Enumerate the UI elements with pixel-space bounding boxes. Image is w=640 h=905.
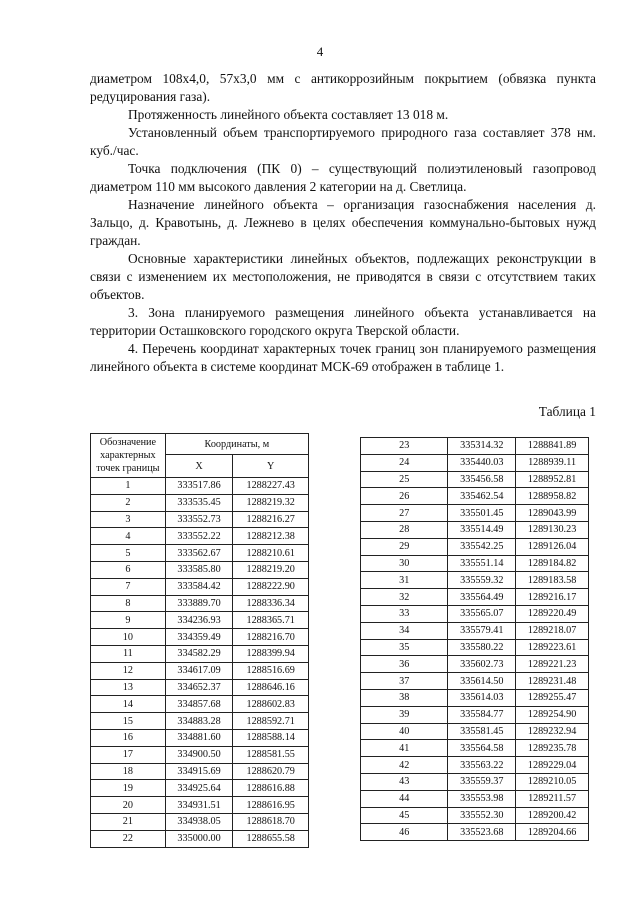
point-number-cell: 44 [361, 790, 448, 807]
paragraph-zone: 3. Зона планируемого размещения линейного объекта устанавливается на территории Осташковского городского округа Тверской области. [90, 305, 596, 338]
point-number-cell: 6 [91, 561, 166, 578]
paragraph-characteristics: Основные характеристики линейных объектов, подлежащих реконструкции в связи с изменением их местоположения, не приводятся в связи с отсутствием таких объектов. [90, 251, 596, 302]
y-coordinate-cell: 1288592.71 [233, 713, 309, 730]
column-header-coordinates: Координаты, м [165, 434, 308, 455]
point-number-cell: 40 [361, 723, 448, 740]
table-row [91, 494, 309, 511]
x-coordinate-cell: 335552.30 [448, 807, 516, 824]
y-coordinate-cell: 1288581.55 [233, 746, 309, 763]
table-row [91, 763, 309, 780]
point-number-cell: 31 [361, 572, 448, 589]
x-coordinate-cell: 333562.67 [165, 545, 233, 562]
table-row [91, 561, 309, 578]
coordinates-table-left [90, 433, 309, 848]
x-coordinate-cell: 335501.45 [448, 505, 516, 522]
table-row [361, 538, 589, 555]
x-coordinate-cell: 333552.22 [165, 528, 233, 545]
y-coordinate-cell: 1288210.61 [233, 545, 309, 562]
table-row [361, 689, 589, 706]
point-number-cell: 23 [361, 438, 448, 455]
y-coordinate-cell: 1288618.70 [233, 813, 309, 830]
point-number-cell: 37 [361, 673, 448, 690]
point-number-cell: 13 [91, 679, 166, 696]
table-row [361, 757, 589, 774]
table-row [361, 773, 589, 790]
y-coordinate-cell: 1289220.49 [516, 605, 589, 622]
point-number-cell: 39 [361, 706, 448, 723]
y-coordinate-cell: 1289229.04 [516, 757, 589, 774]
x-coordinate-cell: 335462.54 [448, 488, 516, 505]
x-coordinate-cell: 333552.73 [165, 511, 233, 528]
y-coordinate-cell: 1289211.57 [516, 790, 589, 807]
table-row [361, 438, 589, 455]
y-coordinate-cell: 1289126.04 [516, 538, 589, 555]
table-row [91, 578, 309, 595]
x-coordinate-cell: 334925.64 [165, 780, 233, 797]
x-coordinate-cell: 335584.77 [448, 706, 516, 723]
table-row [91, 478, 309, 495]
y-coordinate-cell: 1289210.05 [516, 773, 589, 790]
x-coordinate-cell: 335563.22 [448, 757, 516, 774]
point-number-cell: 9 [91, 612, 166, 629]
y-coordinate-cell: 1288655.58 [233, 830, 309, 847]
x-coordinate-cell: 335542.25 [448, 538, 516, 555]
y-coordinate-cell: 1288952.81 [516, 471, 589, 488]
point-number-cell: 27 [361, 505, 448, 522]
y-coordinate-cell: 1288365.71 [233, 612, 309, 629]
table-caption: Таблица 1 [538, 404, 596, 419]
document-body [90, 70, 596, 376]
x-coordinate-cell: 335581.45 [448, 723, 516, 740]
table-row [91, 780, 309, 797]
point-number-cell: 17 [91, 746, 166, 763]
x-coordinate-cell: 335000.00 [165, 830, 233, 847]
table-row [361, 622, 589, 639]
paragraph-connection-point: Точка подключения (ПК 0) – существующий полиэтиленовый газопровод диаметром 110 мм высокого давления 2 категории на д. Светлица. [90, 161, 596, 194]
point-number-cell: 41 [361, 740, 448, 757]
page-number: 4 [316, 44, 324, 59]
x-coordinate-cell: 334236.93 [165, 612, 233, 629]
point-number-cell: 34 [361, 622, 448, 639]
y-coordinate-cell: 1289216.17 [516, 589, 589, 606]
y-coordinate-cell: 1289231.48 [516, 673, 589, 690]
y-coordinate-cell: 1288588.14 [233, 729, 309, 746]
y-coordinate-cell: 1289218.07 [516, 622, 589, 639]
x-coordinate-cell: 335614.03 [448, 689, 516, 706]
table-row [91, 713, 309, 730]
x-coordinate-cell: 335614.50 [448, 673, 516, 690]
table-row [91, 729, 309, 746]
point-number-cell: 16 [91, 729, 166, 746]
x-coordinate-cell: 335602.73 [448, 656, 516, 673]
y-coordinate-cell: 1288336.34 [233, 595, 309, 612]
y-coordinate-cell: 1288227.43 [233, 478, 309, 495]
point-number-cell: 12 [91, 662, 166, 679]
y-coordinate-cell: 1288958.82 [516, 488, 589, 505]
table-row [361, 471, 589, 488]
table-row [361, 673, 589, 690]
table-row [361, 824, 589, 841]
y-coordinate-cell: 1288216.27 [233, 511, 309, 528]
x-coordinate-cell: 333517.86 [165, 478, 233, 495]
table-row [361, 589, 589, 606]
x-coordinate-cell: 334857.68 [165, 696, 233, 713]
point-number-cell: 33 [361, 605, 448, 622]
table-row [91, 595, 309, 612]
table-row [361, 605, 589, 622]
x-coordinate-cell: 335514.49 [448, 521, 516, 538]
table-row [91, 797, 309, 814]
point-number-cell: 10 [91, 629, 166, 646]
x-coordinate-cell: 335565.07 [448, 605, 516, 622]
y-coordinate-cell: 1288616.88 [233, 780, 309, 797]
table-body-left [91, 478, 309, 848]
table-row [91, 813, 309, 830]
point-number-cell: 36 [361, 656, 448, 673]
table-row [361, 521, 589, 538]
paragraph-length: Протяженность линейного объекта составляет 13 018 м. [128, 107, 449, 122]
table-row [361, 706, 589, 723]
y-coordinate-cell: 1288219.20 [233, 561, 309, 578]
point-number-cell: 14 [91, 696, 166, 713]
x-coordinate-cell: 334915.69 [165, 763, 233, 780]
x-coordinate-cell: 335564.58 [448, 740, 516, 757]
table-row [91, 511, 309, 528]
column-header-x: X [165, 455, 233, 478]
point-number-cell: 43 [361, 773, 448, 790]
y-coordinate-cell: 1289223.61 [516, 639, 589, 656]
point-number-cell: 21 [91, 813, 166, 830]
y-coordinate-cell: 1289043.99 [516, 505, 589, 522]
y-coordinate-cell: 1289204.66 [516, 824, 589, 841]
y-coordinate-cell: 1288212.38 [233, 528, 309, 545]
x-coordinate-cell: 333535.45 [165, 494, 233, 511]
table-row [91, 746, 309, 763]
point-number-cell: 20 [91, 797, 166, 814]
coordinates-table-right [360, 437, 589, 841]
point-number-cell: 19 [91, 780, 166, 797]
table-row [361, 807, 589, 824]
x-coordinate-cell: 335314.32 [448, 438, 516, 455]
table-row [91, 528, 309, 545]
x-coordinate-cell: 334617.09 [165, 662, 233, 679]
table-row [91, 679, 309, 696]
point-number-cell: 38 [361, 689, 448, 706]
table-row [91, 830, 309, 847]
x-coordinate-cell: 334582.29 [165, 645, 233, 662]
x-coordinate-cell: 333889.70 [165, 595, 233, 612]
x-coordinate-cell: 335559.32 [448, 572, 516, 589]
point-number-cell: 3 [91, 511, 166, 528]
point-number-cell: 1 [91, 478, 166, 495]
point-number-cell: 8 [91, 595, 166, 612]
y-coordinate-cell: 1289254.90 [516, 706, 589, 723]
y-coordinate-cell: 1289200.42 [516, 807, 589, 824]
y-coordinate-cell: 1288216.70 [233, 629, 309, 646]
point-number-cell: 42 [361, 757, 448, 774]
y-coordinate-cell: 1288841.89 [516, 438, 589, 455]
point-number-cell: 11 [91, 645, 166, 662]
y-coordinate-cell: 1288616.95 [233, 797, 309, 814]
point-number-cell: 26 [361, 488, 448, 505]
point-number-cell: 18 [91, 763, 166, 780]
y-coordinate-cell: 1288602.83 [233, 696, 309, 713]
point-number-cell: 35 [361, 639, 448, 656]
y-coordinate-cell: 1289232.94 [516, 723, 589, 740]
point-number-cell: 46 [361, 824, 448, 841]
table-body-right [361, 438, 589, 841]
x-coordinate-cell: 334938.05 [165, 813, 233, 830]
y-coordinate-cell: 1289184.82 [516, 555, 589, 572]
table-row [361, 572, 589, 589]
point-number-cell: 15 [91, 713, 166, 730]
paragraph-purpose: Назначение линейного объекта – организация газоснабжения населения д. Зальцо, д. Кравотынь, д. Лежнево в целях обеспечения коммунально-бытовых нужд граждан. [90, 197, 596, 248]
y-coordinate-cell: 1288939.11 [516, 454, 589, 471]
x-coordinate-cell: 334881.60 [165, 729, 233, 746]
point-number-cell: 25 [361, 471, 448, 488]
paragraph-gas-volume: Установленный объем транспортируемого природного газа составляет 378 нм. куб./час. [90, 125, 596, 158]
x-coordinate-cell: 335579.41 [448, 622, 516, 639]
column-header-y: Y [233, 455, 309, 478]
table-row [91, 696, 309, 713]
table-row [91, 545, 309, 562]
x-coordinate-cell: 334931.51 [165, 797, 233, 814]
x-coordinate-cell: 335580.22 [448, 639, 516, 656]
y-coordinate-cell: 1288219.32 [233, 494, 309, 511]
paragraph-coordinates-list: 4. Перечень координат характерных точек границ зон планируемого размещения линейного объекта в системе координат МСК-69 отображен в таблице 1. [90, 341, 596, 374]
table-row [91, 645, 309, 662]
y-coordinate-cell: 1288399.94 [233, 645, 309, 662]
y-coordinate-cell: 1289255.47 [516, 689, 589, 706]
x-coordinate-cell: 335523.68 [448, 824, 516, 841]
x-coordinate-cell: 333584.42 [165, 578, 233, 595]
x-coordinate-cell: 335456.58 [448, 471, 516, 488]
x-coordinate-cell: 335559.37 [448, 773, 516, 790]
point-number-cell: 4 [91, 528, 166, 545]
table-row [361, 639, 589, 656]
table-row [91, 662, 309, 679]
point-number-cell: 5 [91, 545, 166, 562]
y-coordinate-cell: 1289235.78 [516, 740, 589, 757]
point-number-cell: 29 [361, 538, 448, 555]
x-coordinate-cell: 334883.28 [165, 713, 233, 730]
column-header-point: Обозначение характерных точек границы [91, 434, 166, 478]
table-row [361, 790, 589, 807]
x-coordinate-cell: 335440.03 [448, 454, 516, 471]
table-row [91, 629, 309, 646]
point-number-cell: 45 [361, 807, 448, 824]
point-number-cell: 24 [361, 454, 448, 471]
table-row [91, 612, 309, 629]
table-row [361, 723, 589, 740]
table-row [361, 740, 589, 757]
table-row [361, 454, 589, 471]
x-coordinate-cell: 334359.49 [165, 629, 233, 646]
table-row [361, 555, 589, 572]
y-coordinate-cell: 1288516.69 [233, 662, 309, 679]
point-number-cell: 30 [361, 555, 448, 572]
y-coordinate-cell: 1288222.90 [233, 578, 309, 595]
table-row [361, 656, 589, 673]
x-coordinate-cell: 335553.98 [448, 790, 516, 807]
y-coordinate-cell: 1288646.16 [233, 679, 309, 696]
x-coordinate-cell: 333585.80 [165, 561, 233, 578]
point-number-cell: 2 [91, 494, 166, 511]
y-coordinate-cell: 1288620.79 [233, 763, 309, 780]
x-coordinate-cell: 334900.50 [165, 746, 233, 763]
paragraph-pipe-diameter: диаметром 108х4,0, 57х3,0 мм с антикоррозийным покрытием (обвязка пункта редуцирования газа). [90, 71, 596, 104]
x-coordinate-cell: 335551.14 [448, 555, 516, 572]
y-coordinate-cell: 1289130.23 [516, 521, 589, 538]
y-coordinate-cell: 1289183.58 [516, 572, 589, 589]
y-coordinate-cell: 1289221.23 [516, 656, 589, 673]
table-row [361, 488, 589, 505]
point-number-cell: 7 [91, 578, 166, 595]
x-coordinate-cell: 334652.37 [165, 679, 233, 696]
point-number-cell: 22 [91, 830, 166, 847]
x-coordinate-cell: 335564.49 [448, 589, 516, 606]
point-number-cell: 32 [361, 589, 448, 606]
table-row [361, 505, 589, 522]
point-number-cell: 28 [361, 521, 448, 538]
